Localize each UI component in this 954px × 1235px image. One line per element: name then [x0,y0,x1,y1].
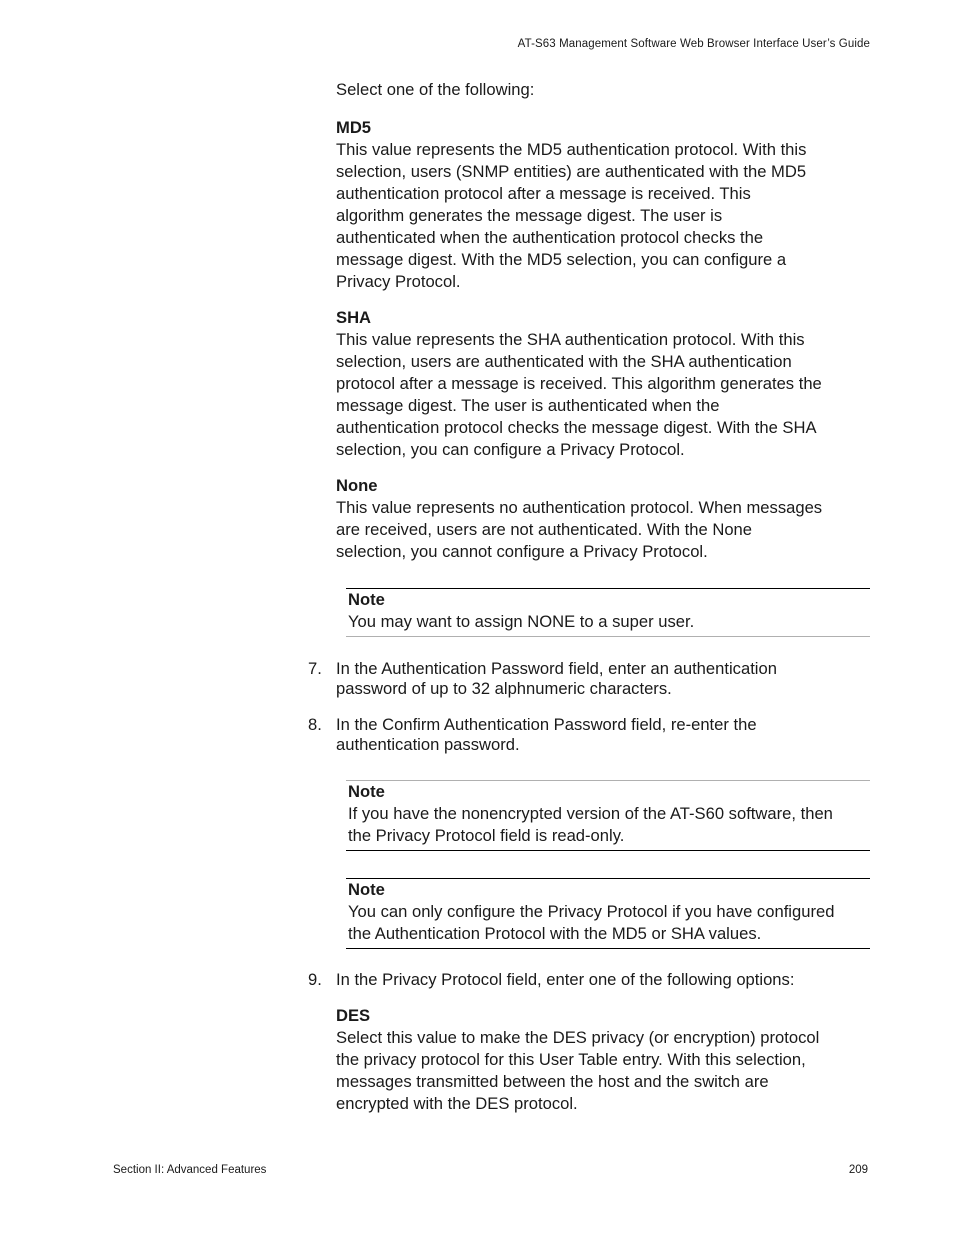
intro-text: Select one of the following: [336,80,535,99]
option-line: This value represents no authentication protocol. When messages [336,498,823,517]
page-number: 209 [848,1164,868,1176]
option-line: This value represents the SHA authentication protocol. With this [336,330,805,349]
step-line: In the Privacy Protocol field, enter one of the following options: [336,970,795,989]
option-line: Privacy Protocol. [336,272,461,291]
note-text: If you have the nonencrypted version of the AT-S60 software, then [348,804,833,823]
step-number: 8. [308,715,322,734]
option-line: message digest. The user is authenticated when the [336,396,720,415]
note-text: You can only configure the Privacy Protocol if you have configured [348,902,835,921]
note-bottom-rule [346,636,870,637]
note-title: Note [348,590,385,609]
option-line: protocol after a message is received. This algorithm generates the [336,374,822,393]
running-header: AT-S63 Management Software Web Browser Interface User’s Guide [517,38,870,50]
option-line: message digest. With the MD5 selection, you can configure a [336,250,787,269]
option-sha [336,307,842,461]
option-line: authenticated when the authentication protocol checks the [336,228,764,247]
option-term: DES [336,1006,371,1025]
note-text: the Authentication Protocol with the MD5 or SHA values. [348,924,762,943]
option-line: Select this value to make the DES privacy (or encryption) protocol [336,1028,820,1047]
step-number: 9. [308,970,322,989]
step-item [308,659,848,699]
option-line: authentication protocol after a message is received. This [336,184,751,203]
step-line: authentication password. [336,735,520,754]
step-item [308,715,848,755]
option-md5 [336,117,842,293]
footer-section: Section II: Advanced Features [113,1164,267,1176]
step-line: In the Authentication Password field, enter an authentication [336,659,777,678]
option-line: This value represents the MD5 authentication protocol. With this [336,140,807,159]
option-line: selection, users are authenticated with the SHA authentication [336,352,792,371]
option-term: SHA [336,308,372,327]
step-item [308,970,848,990]
option-line: encrypted with the DES protocol. [336,1094,578,1113]
option-line: selection, you can configure a Privacy Protocol. [336,440,685,459]
step-line: In the Confirm Authentication Password field, re-enter the [336,715,757,734]
step-number: 7. [308,659,322,678]
option-line: messages transmitted between the host and the switch are [336,1072,769,1091]
option-line: selection, you cannot configure a Privacy Protocol. [336,542,708,561]
option-term: MD5 [336,118,372,137]
note-box [346,877,870,949]
note-title: Note [348,782,385,801]
option-line: authentication protocol checks the message digest. With the SHA [336,418,817,437]
note-bottom-rule [346,948,870,949]
note-title: Note [348,880,385,899]
note-box [346,779,870,851]
option-line: algorithm generates the message digest. The user is [336,206,723,225]
note-text: the Privacy Protocol field is read-only. [348,826,625,845]
option-des [336,1005,842,1115]
option-line: are received, users are not authenticated. With the None [336,520,753,539]
option-term: None [336,476,378,495]
note-box [346,587,870,637]
option-line: the privacy protocol for this User Table entry. With this selection, [336,1050,806,1069]
note-text: You may want to assign NONE to a super user. [348,612,695,631]
step-line: password of up to 32 alphnumeric characters. [336,679,672,698]
option-line: selection, users (SNMP entities) are authenticated with the MD5 [336,162,807,181]
note-bottom-rule [346,850,870,851]
option-none [336,475,842,563]
